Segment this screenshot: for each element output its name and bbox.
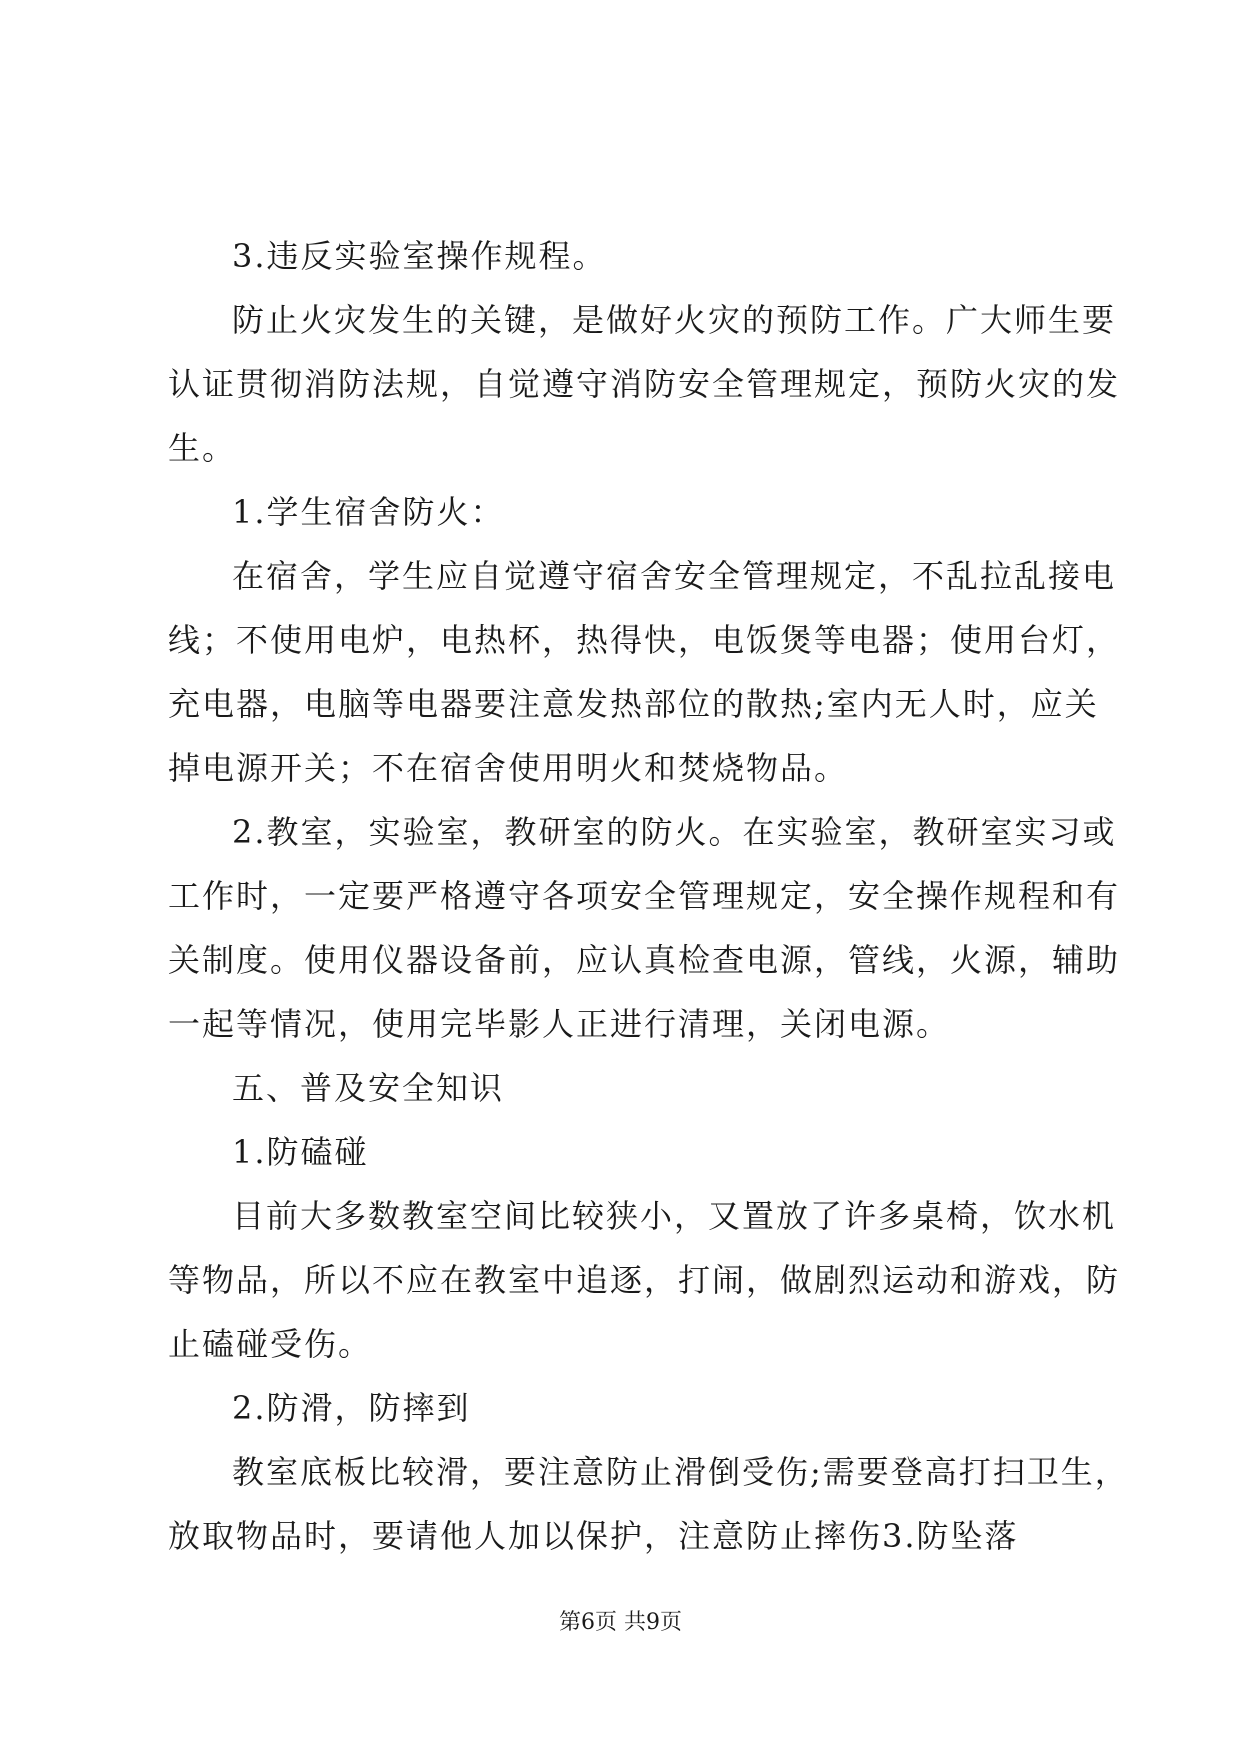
text-line-5: 1.学生宿舍防火： xyxy=(232,493,505,531)
text-line-7: 线；不使用电炉，电热杯，热得快，电饭煲等电器；使用台灯， xyxy=(168,621,1121,659)
text-line-4: 生。 xyxy=(168,429,237,467)
text-line-19: 2.防滑，防摔到 xyxy=(232,1389,471,1427)
text-line-20: 教室底板比较滑，要注意防止滑倒受伤;需要登高打扫卫生， xyxy=(232,1453,1129,1491)
text-line-8: 充电器，电脑等电器要注意发热部位的散热;室内无人时，应关 xyxy=(168,685,1099,723)
text-line-3: 认证贯彻消防法规，自觉遵守消防安全管理规定，预防火灾的发 xyxy=(168,365,1121,403)
text-line-12: 关制度。使用仪器设备前，应认真检查电源，管线，火源，辅助 xyxy=(168,941,1121,979)
text-line-11: 工作时，一定要严格遵守各项安全管理规定，安全操作规程和有 xyxy=(168,877,1121,915)
text-line-14: 五、普及安全知识 xyxy=(232,1069,505,1107)
page-number-footer: 第6页 共9页 xyxy=(559,1610,682,1635)
text-line-9: 掉电源开关；不在宿舍使用明火和焚烧物品。 xyxy=(168,749,849,787)
text-line-1: 3.违反实验室操作规程。 xyxy=(232,237,607,275)
text-line-13: 一起等情况，使用完毕影人正进行清理，关闭电源。 xyxy=(168,1005,951,1043)
text-line-16: 目前大多数教室空间比较狭小，又置放了许多桌椅，饮水机 xyxy=(232,1197,1117,1235)
text-line-2: 防止火灾发生的关键，是做好火灾的预防工作。广大师生要 xyxy=(232,301,1117,339)
text-line-21: 放取物品时，要请他人加以保护，注意防止摔伤3.防坠落 xyxy=(168,1517,1019,1555)
text-line-6: 在宿舍，学生应自觉遵守宿舍安全管理规定，不乱拉乱接电 xyxy=(232,557,1117,595)
text-line-17: 等物品，所以不应在教室中追逐，打闹，做剧烈运动和游戏，防 xyxy=(168,1261,1121,1299)
text-line-10: 2.教室，实验室，教研室的防火。在实验室，教研室实习或 xyxy=(232,813,1117,851)
text-line-15: 1.防磕碰 xyxy=(232,1133,369,1171)
text-line-18: 止磕碰受伤。 xyxy=(168,1325,373,1363)
